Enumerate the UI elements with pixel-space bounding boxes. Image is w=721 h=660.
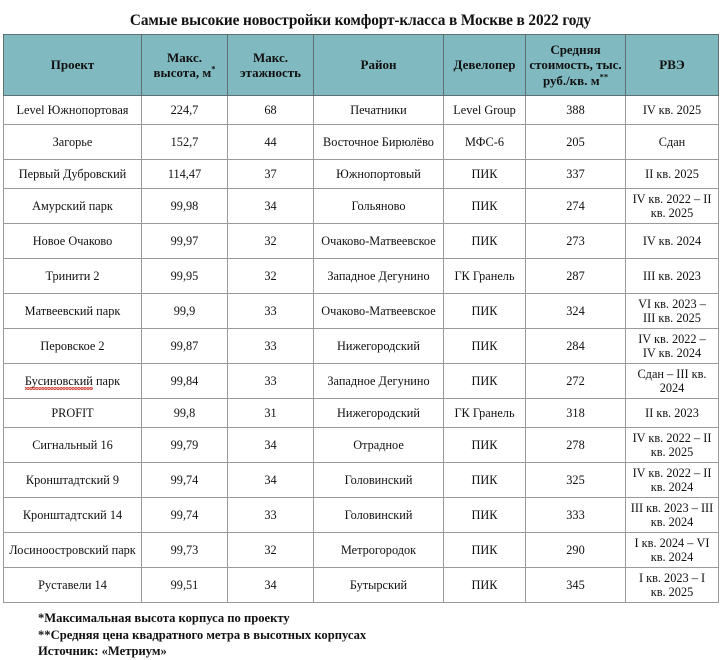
rve-line: II кв. 2023	[645, 405, 699, 420]
column-header-project	[4, 35, 142, 96]
cell-developer: ПИК	[444, 189, 526, 224]
table-row	[4, 533, 719, 568]
column-header-label: РВЭ	[659, 57, 685, 73]
cell-project: Амурский парк	[4, 189, 142, 224]
cell-developer: ПИК	[444, 533, 526, 568]
cell-max-floors: 33	[228, 294, 314, 329]
column-header-label: Девелопер	[453, 57, 516, 73]
cell-developer: ПИК	[444, 364, 526, 399]
cell-rve	[626, 189, 719, 224]
rve-line: I кв. 2023 – I	[638, 570, 706, 585]
cell-average-price: 345	[526, 568, 626, 603]
cell-rve	[626, 294, 719, 329]
cell-max-floors: 33	[228, 329, 314, 364]
cell-rve	[626, 399, 719, 428]
footnotes	[0, 603, 721, 660]
cell-average-price: 337	[526, 160, 626, 189]
cell-max-floors: 34	[228, 189, 314, 224]
column-header-developer	[444, 35, 526, 96]
rve-line: IV кв. 2024	[642, 346, 702, 360]
rve-line: Сдан	[658, 134, 686, 149]
rve-line: IV кв. 2022 – II	[632, 465, 712, 480]
rve-line: кв. 2024	[650, 550, 694, 564]
table-header-row	[4, 35, 719, 96]
cell-max-floors: 44	[228, 125, 314, 160]
rve-line: VI кв. 2023 –	[638, 296, 706, 311]
cell-max-floors: 31	[228, 399, 314, 428]
cell-developer: ПИК	[444, 329, 526, 364]
cell-max-height: 224,7	[142, 96, 228, 125]
cell-rve	[626, 259, 719, 294]
column-header-label: Макс. высота, м	[153, 49, 212, 80]
cell-project: Тринити 2	[4, 259, 142, 294]
rve-line: IV кв. 2024	[642, 233, 702, 248]
cell-max-floors: 33	[228, 498, 314, 533]
cell-developer: ПИК	[444, 463, 526, 498]
rve-line: IV кв. 2022 – II	[632, 191, 712, 206]
rve-line: IV кв. 2022 –	[638, 331, 706, 346]
cell-project: Новое Очаково	[4, 224, 142, 259]
cell-rve	[626, 329, 719, 364]
cell-project: Руставели 14	[4, 568, 142, 603]
cell-average-price: 205	[526, 125, 626, 160]
cell-district: Очаково-Матвеевское	[314, 294, 444, 329]
cell-developer: ГК Гранель	[444, 399, 526, 428]
cell-district: Западное Дегунино	[314, 364, 444, 399]
cell-developer: ГК Гранель	[444, 259, 526, 294]
table-row	[4, 399, 719, 428]
cell-developer: ПИК	[444, 498, 526, 533]
cell-district: Очаково-Матвеевское	[314, 224, 444, 259]
cell-rve	[626, 96, 719, 125]
cell-max-floors: 37	[228, 160, 314, 189]
rve-line: кв. 2024	[650, 515, 694, 529]
column-header-price	[526, 35, 626, 96]
cell-average-price: 272	[526, 364, 626, 399]
table-container	[0, 34, 721, 603]
cell-developer: МФС-6	[444, 125, 526, 160]
cell-max-floors: 32	[228, 533, 314, 568]
cell-max-height: 99,98	[142, 189, 228, 224]
cell-max-height: 99,84	[142, 364, 228, 399]
cell-max-floors: 32	[228, 259, 314, 294]
cell-project: Матвеевский парк	[4, 294, 142, 329]
cell-district: Нижегородский	[314, 329, 444, 364]
cell-district: Печатники	[314, 96, 444, 125]
cell-max-floors: 33	[228, 364, 314, 399]
cell-max-floors: 32	[228, 224, 314, 259]
table-row	[4, 294, 719, 329]
table-row	[4, 160, 719, 189]
table-body	[4, 96, 719, 603]
cell-rve	[626, 428, 719, 463]
cell-max-height: 99,74	[142, 463, 228, 498]
footnote-max-height: *Максимальная высота корпуса по проекту	[38, 611, 290, 625]
cell-average-price: 333	[526, 498, 626, 533]
footnote-marker: *	[211, 63, 216, 74]
table-row	[4, 364, 719, 399]
cell-district: Западное Дегунино	[314, 259, 444, 294]
cell-max-floors: 68	[228, 96, 314, 125]
table-row	[4, 428, 719, 463]
cell-max-height: 99,8	[142, 399, 228, 428]
cell-developer: Level Group	[444, 96, 526, 125]
cell-max-height: 99,87	[142, 329, 228, 364]
cell-district: Отрадное	[314, 428, 444, 463]
cell-average-price: 290	[526, 533, 626, 568]
table-row	[4, 259, 719, 294]
cell-max-floors: 34	[228, 463, 314, 498]
rve-line: I кв. 2024 – VI	[634, 535, 710, 550]
cell-developer: ПИК	[444, 224, 526, 259]
cell-rve	[626, 498, 719, 533]
cell-rve	[626, 533, 719, 568]
column-header-label: Макс. этажность	[239, 49, 302, 80]
column-header-district	[314, 35, 444, 96]
rve-line: 2024	[659, 381, 685, 395]
table-row	[4, 498, 719, 533]
cell-developer: ПИК	[444, 294, 526, 329]
cell-project: PROFIT	[4, 399, 142, 428]
column-header-floors	[228, 35, 314, 96]
cell-developer: ПИК	[444, 568, 526, 603]
cell-max-height: 99,97	[142, 224, 228, 259]
cell-max-floors: 34	[228, 568, 314, 603]
cell-district: Метрогородок	[314, 533, 444, 568]
cell-district: Нижегородский	[314, 399, 444, 428]
rve-line: кв. 2025	[650, 585, 694, 599]
cell-project: Перовское 2	[4, 329, 142, 364]
cell-average-price: 388	[526, 96, 626, 125]
cell-district: Головинский	[314, 463, 444, 498]
rve-line: II кв. 2025	[645, 166, 699, 181]
cell-project: Лосиноостровский парк	[4, 533, 142, 568]
cell-max-floors: 34	[228, 428, 314, 463]
cell-max-height: 99,95	[142, 259, 228, 294]
rve-line: IV кв. 2025	[642, 102, 702, 117]
column-header-height	[142, 35, 228, 96]
cell-rve	[626, 364, 719, 399]
cell-project: Первый Дубровский	[4, 160, 142, 189]
cell-average-price: 287	[526, 259, 626, 294]
cell-max-height: 99,73	[142, 533, 228, 568]
cell-district: Бутырский	[314, 568, 444, 603]
rve-line: III кв. 2025	[643, 311, 701, 325]
cell-rve	[626, 568, 719, 603]
cell-district: Гольяново	[314, 189, 444, 224]
rve-line: кв. 2024	[650, 480, 694, 494]
cell-average-price: 325	[526, 463, 626, 498]
cell-average-price: 324	[526, 294, 626, 329]
cell-max-height: 99,9	[142, 294, 228, 329]
cell-max-height: 152,7	[142, 125, 228, 160]
cell-project: Кронштадтский 9	[4, 463, 142, 498]
footnote-average-price: **Средняя цена квадратного метра в высотных корпусах	[38, 627, 367, 642]
cell-rve	[626, 463, 719, 498]
cell-rve	[626, 224, 719, 259]
table-row	[4, 96, 719, 125]
table-row	[4, 189, 719, 224]
cell-project: Сигнальный 16	[4, 428, 142, 463]
table-row	[4, 329, 719, 364]
cell-rve	[626, 125, 719, 160]
cell-developer: ПИК	[444, 160, 526, 189]
table-row	[4, 463, 719, 498]
cell-average-price: 273	[526, 224, 626, 259]
rve-line: IV кв. 2022 – II	[632, 430, 712, 445]
cell-max-height: 99,79	[142, 428, 228, 463]
table-row	[4, 568, 719, 603]
cell-average-price: 278	[526, 428, 626, 463]
table-row	[4, 224, 719, 259]
cell-rve	[626, 160, 719, 189]
rve-line: кв. 2025	[650, 206, 694, 220]
column-header-label: Средняя стоимость, тыс. руб./кв. м	[529, 41, 622, 88]
cell-district: Восточное Бирюлёво	[314, 125, 444, 160]
high-rise-projects-table	[3, 34, 719, 603]
rve-line: III кв. 2023	[643, 268, 701, 283]
cell-district: Южнопортовый	[314, 160, 444, 189]
table-row	[4, 125, 719, 160]
rve-line: III кв. 2023 – III	[630, 500, 714, 515]
rve-line: Сдан – III кв.	[637, 366, 707, 381]
cell-project: Кронштадтский 14	[4, 498, 142, 533]
page-title: Самые высокие новостройки комфорт-класса в Москве в 2022 году	[129, 12, 592, 29]
column-header-label: Проект	[50, 57, 95, 73]
rve-line: кв. 2025	[650, 445, 694, 459]
cell-max-height: 114,47	[142, 160, 228, 189]
footnote-marker: **	[599, 71, 609, 82]
cell-project: Level Южнопортовая	[4, 96, 142, 125]
cell-average-price: 274	[526, 189, 626, 224]
cell-district: Головинский	[314, 498, 444, 533]
cell-average-price: 318	[526, 399, 626, 428]
cell-max-height: 99,51	[142, 568, 228, 603]
cell-developer: ПИК	[444, 428, 526, 463]
cell-project: Бусиновский парк	[4, 364, 142, 399]
cell-max-height: 99,74	[142, 498, 228, 533]
column-header-label: Район	[360, 57, 397, 73]
source-line: Источник: «Метриум»	[38, 644, 167, 658]
cell-project: Загорье	[4, 125, 142, 160]
cell-average-price: 284	[526, 329, 626, 364]
table-header	[4, 35, 719, 96]
column-header-rve	[626, 35, 719, 96]
spellcheck-underlined-text: Бусиновский	[24, 373, 93, 388]
